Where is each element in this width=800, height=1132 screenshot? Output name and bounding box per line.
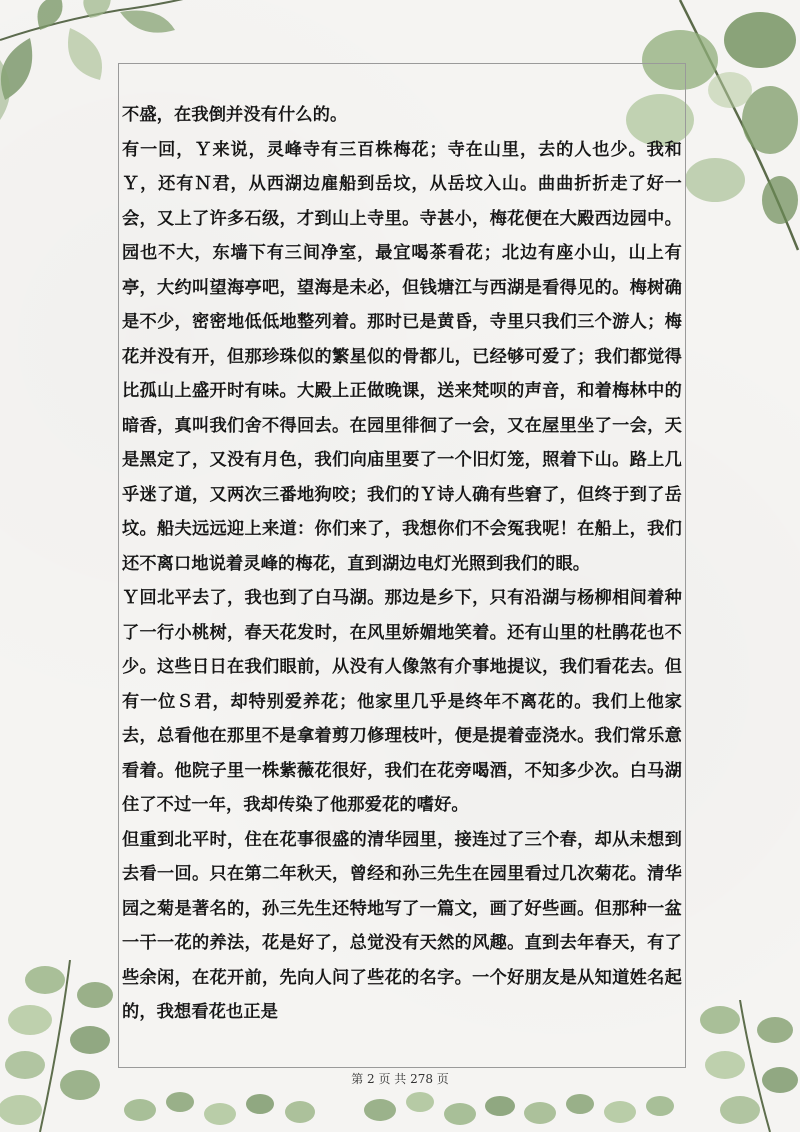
document-body	[122, 98, 682, 1030]
paragraph-1: 不盛，在我倒并没有什么的。	[122, 105, 348, 125]
paragraph-2: 有一回，Ｙ来说，灵峰寺有三百株梅花；寺在山里，去的人也少。我和Ｙ，还有Ｎ君，从西湖边雇船到岳坟，从岳坟入山。曲曲折折走了好一会，又上了许多石级，才到山上寺里。寺甚小，梅花便在大殿西边园中。园也不大，东墙下有三间净室，最宜喝茶看花；北边有座小山，山上有亭，大约叫望海亭吧，望海是未必，但钱塘江与西湖是看得见的。梅树确是不少，密密地低低地整列着。那时已是黄昏，寺里只我们三个游人；梅花并没有开，但那珍珠似的繁星似的骨都儿，已经够可爱了；我们都觉得比孤山上盛开时有味。大殿上正做晚课，送来梵呗的声音，和着梅林中的暗香，真叫我们舍不得回去。在园里徘徊了一会，又在屋里坐了一会，天是黑定了，又没有月色，我们向庙里要了一个旧灯笼，照着下山。路上几乎迷了道，又两次三番地狗咬；我们的Ｙ诗人确有些窘了，但终于到了岳坟。船夫远远迎上来道：你们来了，我想你们不会冤我呢！在船上，我们还不离口地说着灵峰的梅花，直到湖边电灯光照到我们的眼。	[122, 139, 682, 574]
page-number: 第 2 页 共 278 页	[351, 1072, 449, 1086]
paragraph-4: 但重到北平时，住在花事很盛的清华园里，接连过了三个春，却从未想到去看一回。只在第二年秋天，曾经和孙三先生在园里看过几次菊花。清华园之菊是著名的，孙三先生还特地写了一篇文，画了好些画。但那种一盆一干一花的养法，花是好了，总觉没有天然的风趣。直到去年春天，有了些余闲，在花开前，先向人问了些花的名字。一个好朋友是从知道姓名起的，我想看花也正是	[122, 829, 682, 1022]
paragraph-3: Ｙ回北平去了，我也到了白马湖。那边是乡下，只有沿湖与杨柳相间着种了一行小桃树，春天花发时，在风里娇媚地笑着。还有山里的杜鹃花也不少。这些日日在我们眼前，从没有人像煞有介事地提议，我们看花去。但有一位Ｓ君，却特别爱养花；他家里几乎是终年不离花的。我们上他家去，总看他在那里不是拿着剪刀修理枝叶，便是提着壶浇水。我们常乐意看着。他院子里一株紫薇花很好，我们在花旁喝酒，不知多少次。白马湖住了不过一年，我却传染了他那爱花的嗜好。	[122, 588, 682, 815]
leaf-border-bottom	[120, 1080, 700, 1132]
